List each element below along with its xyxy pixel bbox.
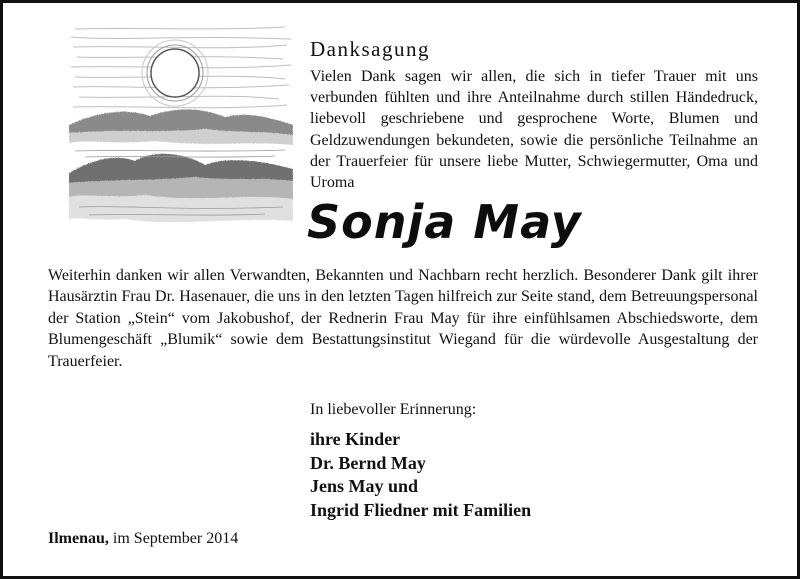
signer-line: Jens May und <box>310 476 419 496</box>
signer-line: ihre Kinder <box>310 429 401 449</box>
place: Ilmenau, <box>48 530 109 547</box>
intro-paragraph: Vielen Dank sagen wir allen, die sich in tiefer Trauer mit uns verbunden fühlten und ihre Anteilnahme durch stillen Händedruck, liebevoll geschriebene und gesprochene Worte, Blumen und Geldzuwendungen bekundeten, sowie die persönliche Teilnahme an der Trauerfeier für unsere liebe Mutter, Schwiegermutter, Oma und Uroma <box>310 68 758 192</box>
notice-heading: Danksagung <box>310 37 430 61</box>
date: im September 2014 <box>112 530 239 547</box>
moon-landscape-illustration <box>65 21 297 239</box>
deceased-name: Sonja May <box>307 195 582 249</box>
signer-line: Ingrid Fliedner mit Familien <box>310 499 532 520</box>
body-text: Weiterhin danken wir allen Verwandten, Bekannten und Nachbarn recht herzlich. Besonderer Dank gilt ihrer Hausärztin Frau Dr. Hasenauer, die uns in den letzten Tagen hilfreich zur Seite stand, dem Betreuungspersonal der Station „Stein“ vom Jakobushof, der Rednerin Frau May für ihre einfühlsamen Abschiedsworte, dem Blumengeschäft „Blumik“ sowie dem Bestattungsinstitut Wiegand für die würdevolle Ausgestaltung der Trauerfeier. <box>48 267 758 370</box>
signer-line: Dr. Bernd May <box>310 452 426 473</box>
moon-icon <box>142 40 208 106</box>
memory-line: In liebevoller Erinnerung: <box>310 401 477 418</box>
signers-list <box>310 428 531 522</box>
place-date-line <box>48 530 238 548</box>
body-paragraph <box>48 265 758 372</box>
hills <box>69 109 293 222</box>
